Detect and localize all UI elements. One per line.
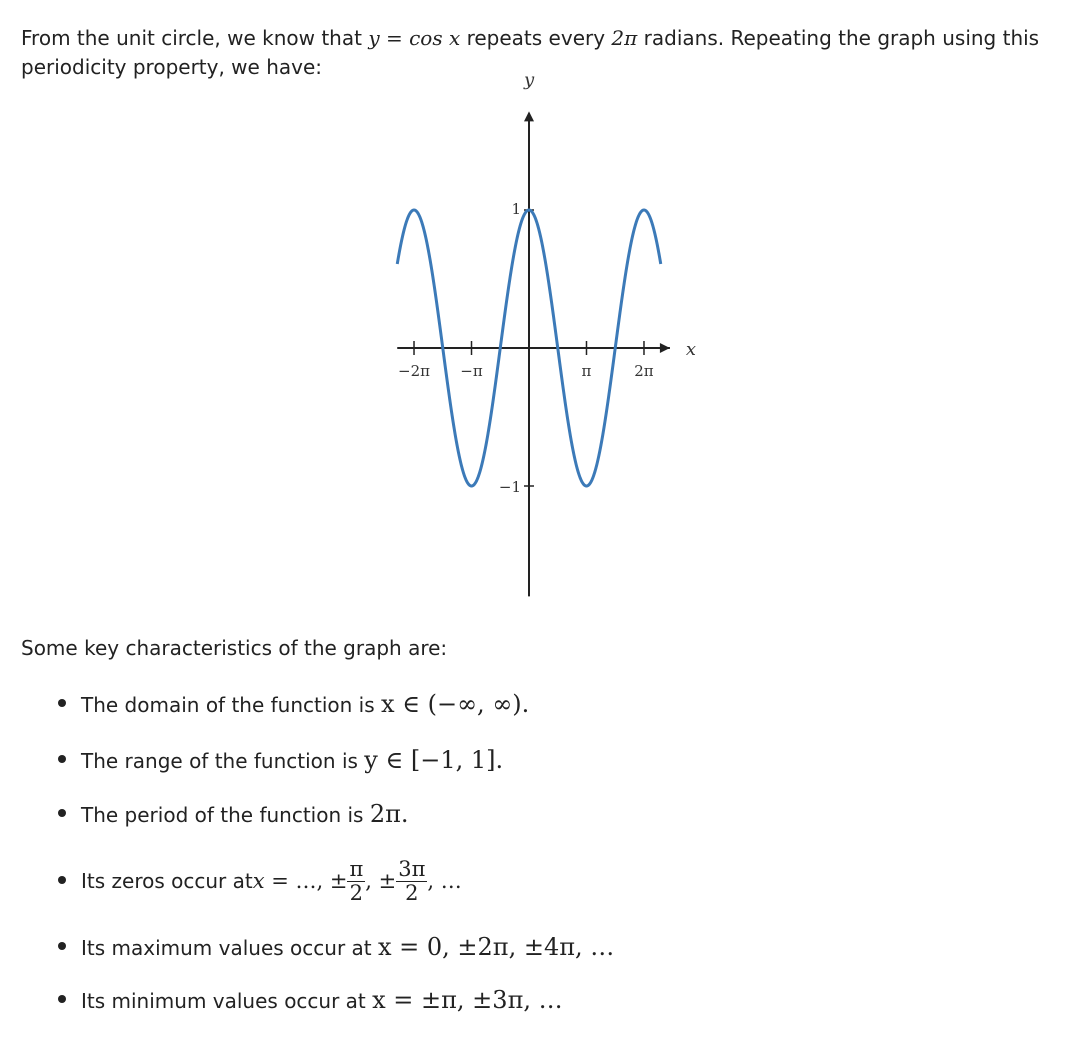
intro-text-2: repeats every — [460, 26, 612, 50]
max-text: Its maximum values occur at — [81, 936, 378, 960]
x-tick-label: −π — [460, 362, 483, 380]
fraction-3pi-over-2 — [396, 858, 427, 905]
y-tick-label: −1 — [498, 478, 521, 496]
y-tick-label: 1 — [511, 200, 521, 218]
fraction-denominator: 2 — [405, 880, 419, 905]
intro-text-3: radians. Repeating the graph using this periodicity property, we have: — [21, 26, 1040, 79]
intro-paragraph — [21, 24, 1081, 82]
fraction-numerator: 3π — [398, 856, 426, 881]
bullet — [58, 995, 66, 1003]
range-math: y ∈ [−1, 1]. — [364, 746, 504, 774]
bullet — [58, 942, 66, 950]
zeros-x: x — [252, 869, 265, 893]
x-tick-label: 2π — [634, 362, 654, 380]
min-math: x = ±π, ±3π, … — [372, 986, 563, 1014]
x-tick-label: −2π — [398, 362, 431, 380]
bullet — [58, 755, 66, 763]
x-tick-label: π — [581, 362, 592, 380]
zeros-text: Its zeros occur at — [81, 869, 253, 893]
characteristics-heading: Some key characteristics of the graph are: — [21, 636, 448, 660]
bullet — [58, 699, 66, 707]
fraction-numerator: π — [349, 856, 364, 881]
x-axis-arrow — [660, 343, 670, 353]
domain-text: The domain of the function is — [81, 693, 382, 717]
y-axis-label: y — [524, 69, 535, 91]
intro-math-equation: y = cos x — [368, 26, 461, 50]
intro-math-period: 2π — [611, 26, 638, 50]
zeros-eq: = …, ± — [264, 869, 348, 893]
range-text: The range of the function is — [81, 749, 365, 773]
max-math: x = 0, ±2π, ±4π, … — [378, 933, 615, 961]
period-text: The period of the function is — [81, 803, 370, 827]
x-axis-label: x — [685, 339, 697, 360]
domain-math: x ∈ (−∞, ∞). — [381, 690, 530, 718]
fraction-pi-over-2 — [347, 858, 365, 905]
bullet — [58, 876, 66, 884]
min-text: Its minimum values occur at — [81, 989, 373, 1013]
y-axis-arrow — [524, 111, 534, 121]
cosine-graph — [0, 69, 1089, 570]
intro-text-1: From the unit circle, we know that — [21, 26, 369, 50]
bullet — [58, 809, 66, 817]
zeros-tail: , … — [427, 869, 462, 893]
period-math: 2π. — [369, 800, 409, 828]
fraction-denominator: 2 — [349, 880, 364, 905]
zeros-mid: , ± — [365, 869, 397, 893]
